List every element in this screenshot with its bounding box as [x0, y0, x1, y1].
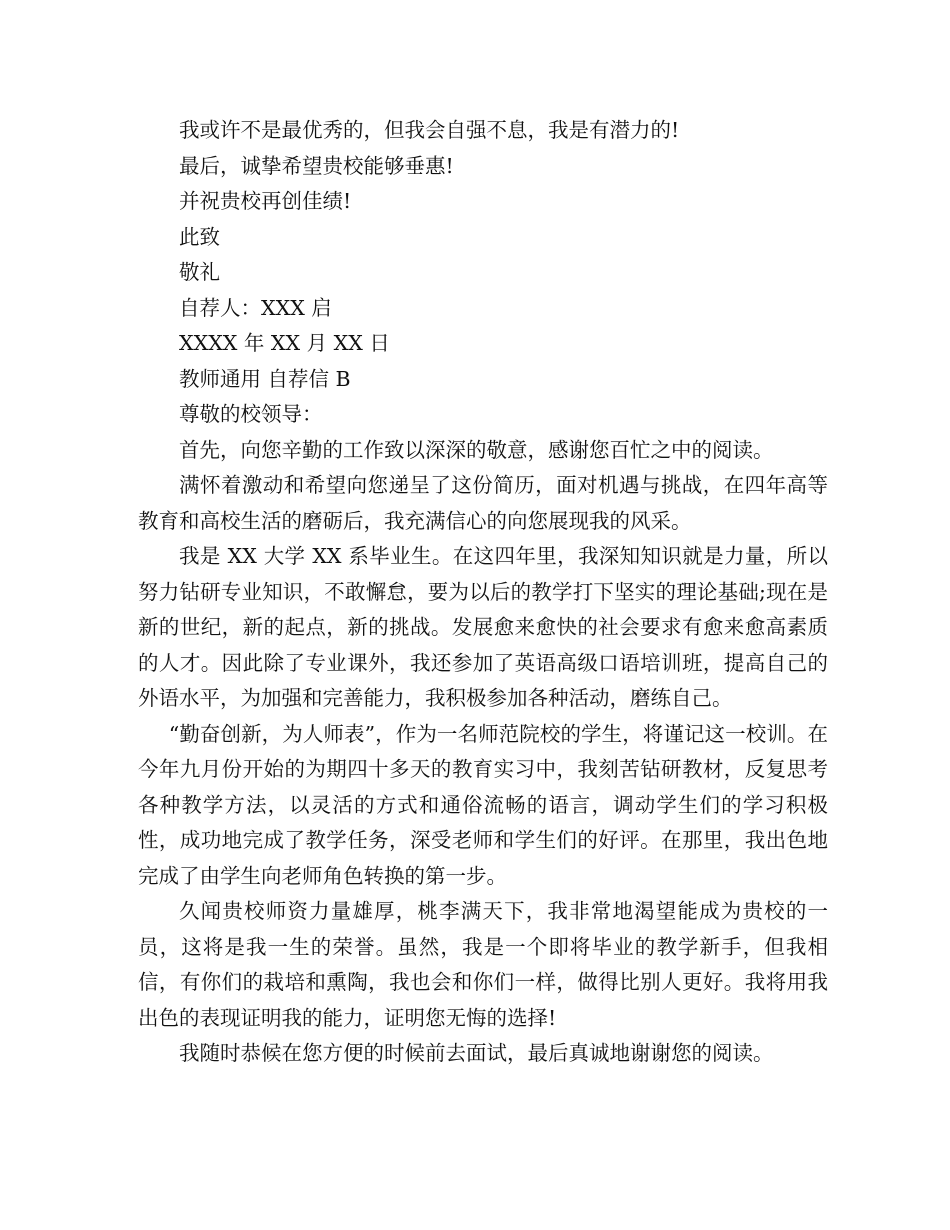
paragraph-potential: 我或许不是最优秀的，但我会自强不息，我是有潜力的! [179, 118, 680, 142]
paragraph-interview: 我随时恭候在您方便的时候前去面试，最后真诚地谢谢您的阅读。 [179, 1041, 774, 1065]
greeting-line: 尊敬的校领导： [179, 402, 323, 426]
salutation-cizhi: 此致 [179, 224, 220, 249]
paragraph-aspiration: 久闻贵校师资力量雄厚，桃李满天下，我非常地渴望能成为贵校的一员，这将是我一生的荣誉。虽然，我是一个即将毕业的教学新手，但我相信，有你们的栽培和熏陶，我也会和你们一样，做得比别人更好。我将用我出色的表现证明我的能力，证明您无悔的选择! [138, 899, 828, 1030]
section-title: 教师通用 自荐信 B [179, 366, 351, 391]
paragraph-wishes: 并祝贵校再创佳绩! [179, 189, 352, 213]
date-line: XXXX 年 XX 月 XX 日 [179, 331, 390, 355]
signature-line: 自荐人：XXX 启 [179, 295, 332, 320]
paragraph-closing-hope: 最后，诚挚希望贵校能够垂惠! [179, 153, 454, 178]
letter-body [138, 113, 828, 1072]
paragraph-resume: 满怀着激动和希望向您递呈了这份简历，面对机遇与挑战，在四年高等教育和高校生活的磨砺后，我充满信心的向您展现我的风采。 [138, 473, 828, 533]
paragraph-opening: 首先，向您辛勤的工作致以深深的敬意，感谢您百忙之中的阅读。 [179, 437, 774, 462]
salutation-jingli: 敬礼 [179, 260, 220, 284]
paragraph-background: 我是 XX 大学 XX 系毕业生。在这四年里，我深知知识就是力量，所以努力钻研专业知识，不敢懈怠，要为以后的教学打下坚实的理论基础;现在是新的世纪，新的起点，新的挑战。发展愈来愈快的社会要求有愈来愈高素质的人才。因此除了专业课外，我还参加了英语高级口语培训班，提高自己的外语水平，为加强和完善能力，我积极参加各种活动，磨练自己。 [138, 544, 828, 710]
paragraph-motto: “勤奋创新，为人师表”，作为一名师范院校的学生，将谨记这一校训。在今年九月份开始的为期四十多天的教育实习中，我刻苦钻研教材，反复思考各种教学方法，以灵活的方式和通俗流畅的语言，调动学生们的学习积极性，成功地完成了教学任务，深受老师和学生们的好评。在那里，我出色地完成了由学生向老师角色转换的第一步。 [138, 721, 828, 888]
